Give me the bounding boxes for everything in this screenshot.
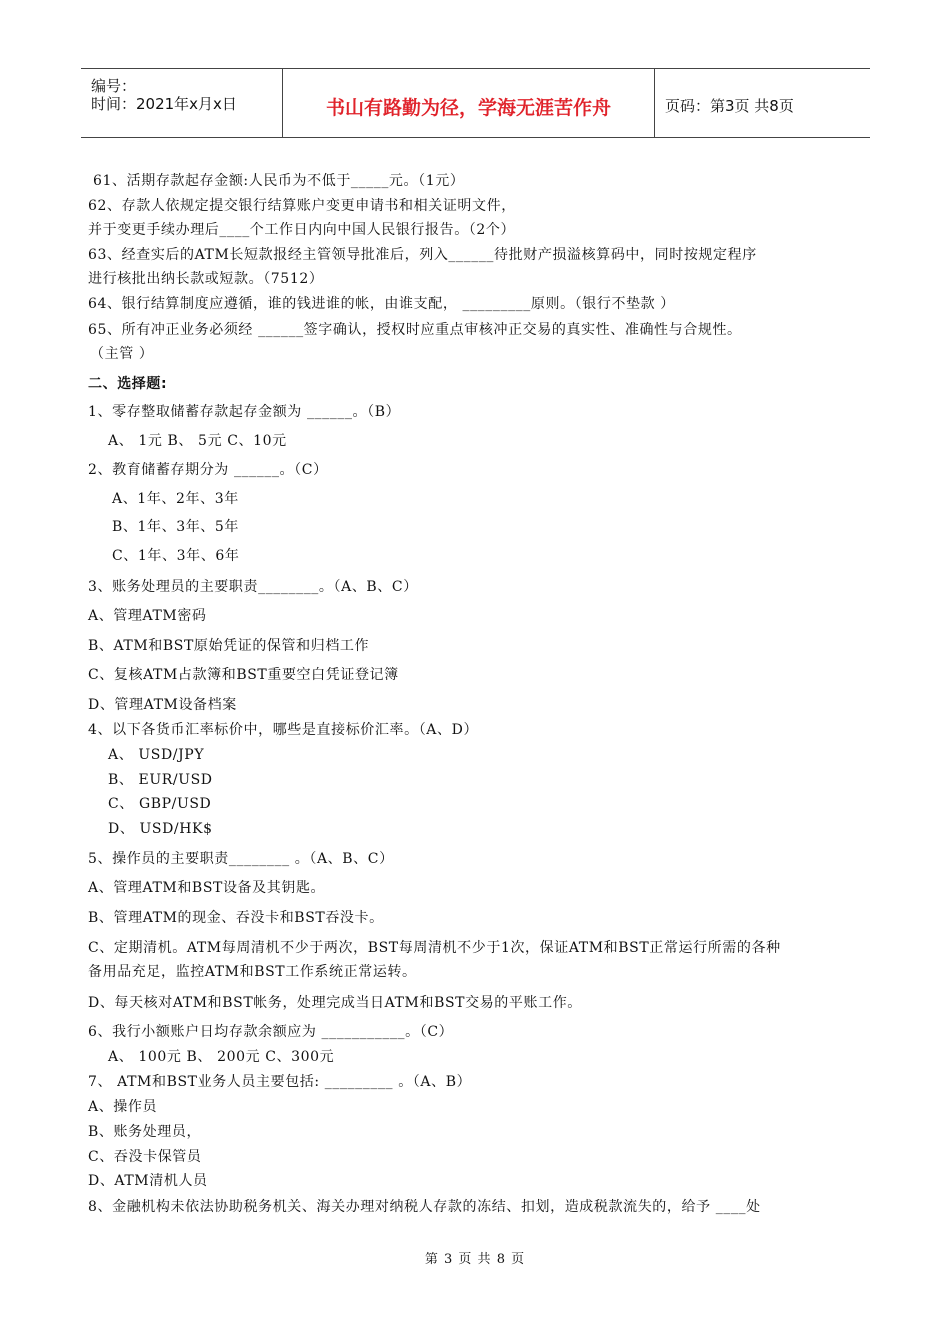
option-line: C、1年、3年、6年 [112, 548, 240, 564]
doc-code-label: 编号： [91, 77, 137, 95]
option-line: A、管理ATM和BST设备及其钥匙。 [88, 880, 326, 896]
page-header [81, 68, 870, 138]
option-line: C、定期清机。ATM每周清机不少于两次，BST每周清机不少于1次，保证ATM和BST正常运行所需的各种 [88, 940, 781, 956]
option-line: A、 USD/JPY [108, 747, 205, 763]
header-info-cell [81, 69, 283, 137]
question-line: 6、我行小额账户日均存款余额应为 ___________。（C） [88, 1024, 454, 1040]
option-line: D、ATM清机人员 [88, 1173, 208, 1189]
header-motto-cell [283, 69, 655, 137]
option-line: A、 1元 B、 5元 C、10元 [108, 433, 287, 449]
option-line: 备用品充足，监控ATM和BST工作系统正常运转。 [88, 964, 417, 980]
option-line: A、操作员 [88, 1099, 158, 1115]
question-line: 1、零存整取储蓄存款起存金额为 ______。（B） [88, 404, 401, 420]
text-line: 63、经查实后的ATM长短款报经主管领导批准后，列入______待批财产损溢核算码中，同时按规定程序 [88, 247, 757, 263]
header-page-cell [655, 69, 870, 137]
option-line: B、1年、3年、5年 [112, 519, 240, 535]
text-line: 62、存款人依规定提交银行结算账户变更申请书和相关证明文件， [88, 198, 516, 214]
option-line: C、吞没卡保管员 [88, 1149, 202, 1165]
question-line: 8、金融机构未依法协助税务机关、海关办理对纳税人存款的冻结、扣划，造成税款流失的，给予 ____处 [88, 1199, 761, 1215]
section-heading: 二、选择题: [88, 376, 168, 392]
option-line: C、复核ATM占款簿和BST重要空白凭证登记簿 [88, 667, 399, 683]
option-line: D、每天核对ATM和BST帐务，处理完成当日ATM和BST交易的平账工作。 [88, 995, 582, 1011]
question-line: 5、操作员的主要职责________ 。（A、B、C） [88, 851, 394, 867]
text-line: （主管 ） [90, 346, 154, 362]
text-line: 64、银行结算制度应遵循，谁的钱进谁的帐，由谁支配， _________原则。（银行不垫款 ） [88, 296, 675, 312]
page-footer: 第 3 页 共 8 页 [424, 1252, 526, 1267]
text-line: 进行核批出纳长款或短款。（7512） [88, 271, 324, 287]
question-line: 7、 ATM和BST业务人员主要包括: _________ 。（A、B） [88, 1074, 472, 1090]
option-line: C、 GBP/USD [108, 796, 212, 812]
text-line: 61、活期存款起存金额:人民币为不低于_____元。（1元） [93, 173, 465, 189]
option-line: D、管理ATM设备档案 [88, 697, 237, 713]
option-line: B、 EUR/USD [108, 772, 213, 788]
doc-date-label: 时间：2021年x月x日 [91, 95, 237, 113]
option-line: A、管理ATM密码 [88, 608, 207, 624]
page-label: 页码：第3页 共8页 [665, 97, 794, 115]
option-line: A、 100元 B、 200元 C、300元 [108, 1049, 335, 1065]
text-line: 并于变更手续办理后____个工作日内向中国人民银行报告。（2个） [88, 222, 516, 238]
question-line: 2、教育储蓄存期分为 ______。（C） [88, 462, 328, 478]
option-line: B、账务处理员， [88, 1124, 202, 1140]
option-line: B、ATM和BST原始凭证的保管和归档工作 [88, 638, 370, 654]
question-line: 3、账务处理员的主要职责________。（A、B、C） [88, 579, 418, 595]
question-line: 4、以下各货币汇率标价中，哪些是直接标价汇率。（A、D） [88, 722, 479, 738]
motto: 书山有路勤为径，学海无涯苦作舟 [325, 96, 611, 119]
option-line: A、1年、2年、3年 [112, 491, 239, 507]
option-line: D、 USD/HK$ [108, 821, 213, 837]
option-line: B、管理ATM的现金、吞没卡和BST吞没卡。 [88, 910, 384, 926]
text-line: 65、所有冲正业务必须经 ______签字确认，授权时应重点审核冲正交易的真实性、准确性与合规性。 [88, 322, 742, 338]
